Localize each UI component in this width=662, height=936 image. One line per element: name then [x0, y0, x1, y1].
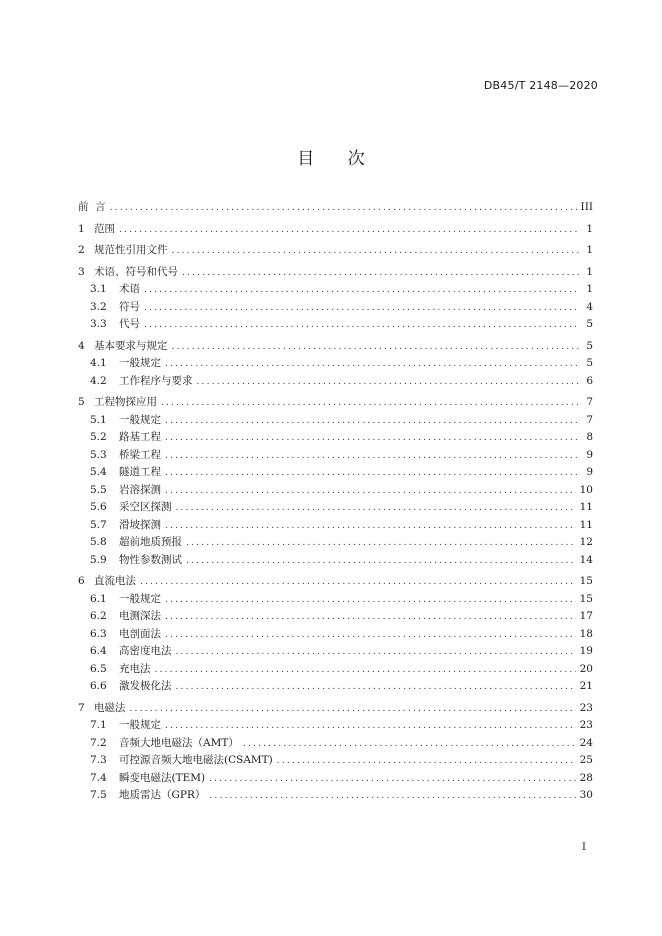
- toc-entry-label: 符号: [119, 300, 140, 313]
- toc-entry-label: 采空区探测: [119, 501, 172, 513]
- toc-leader-dots: [186, 538, 576, 548]
- toc-entry-page: 11: [579, 518, 593, 531]
- toc-entry-label: 物性参数测试: [119, 553, 182, 566]
- toc-leader-dots: [176, 503, 576, 513]
- toc-subentry[interactable]: [78, 678, 593, 696]
- toc-entry-number: 6.5: [90, 662, 107, 675]
- toc-leader-dots: [144, 320, 579, 330]
- toc-subentry[interactable]: [78, 752, 593, 770]
- toc-entry-label: 桥梁工程: [119, 448, 161, 461]
- toc-subentry[interactable]: [78, 464, 593, 482]
- toc-subentry[interactable]: [78, 608, 593, 626]
- toc-entry-label: 瞬变电磁法(TEM): [119, 771, 206, 784]
- toc-entry-number: 5.6: [90, 501, 107, 513]
- toc-entry-label: 术语: [119, 283, 140, 295]
- toc-entry-label: 地质雷达（GPR）: [119, 789, 206, 801]
- toc-leader-dots: [110, 203, 577, 213]
- toc-entry-page: 15: [579, 575, 593, 587]
- toc-subentry[interactable]: [78, 412, 593, 430]
- toc-entry[interactable]: [78, 394, 593, 412]
- toc-entry-number: 5.8: [90, 536, 107, 548]
- toc-entry-label: 一般规定: [119, 357, 161, 369]
- toc-entry-label: 一般规定: [119, 719, 161, 731]
- toc-subentry[interactable]: [78, 447, 593, 465]
- toc-entry-page: 9: [586, 466, 593, 478]
- toc-subentry[interactable]: [78, 661, 593, 679]
- toc-entry-number: 7.4: [90, 771, 107, 784]
- toc-leader-dots: [165, 630, 576, 640]
- toc-entry-label: 隧道工程: [119, 466, 161, 478]
- toc-entry-number: 5.2: [90, 431, 107, 443]
- toc-entry-label: 代号: [119, 318, 140, 330]
- toc-leader-dots: [165, 521, 576, 531]
- toc-entry-page: 1: [586, 283, 593, 295]
- toc-entry-label: 可控源音频大地电磁法(CSAMT): [119, 754, 273, 766]
- toc-leader-dots: [165, 486, 576, 496]
- toc-entry-page: 1: [586, 244, 593, 256]
- toc-entry[interactable]: [78, 199, 593, 217]
- toc-leader-dots: [176, 647, 576, 657]
- toc-leader-dots: [172, 342, 580, 352]
- toc-subentry[interactable]: [78, 787, 593, 805]
- toc-entry-page: 21: [579, 680, 593, 692]
- toc-entry-label: 一般规定: [119, 413, 161, 426]
- toc-entry-page: 7: [586, 413, 593, 426]
- toc-entry-label: 电剖面法: [119, 627, 161, 640]
- toc-leader-dots: [172, 246, 580, 256]
- toc-leader-dots: [161, 398, 579, 408]
- toc-entry-page: 23: [579, 719, 593, 731]
- toc-leader-dots: [165, 721, 576, 731]
- toc-subentry[interactable]: [78, 735, 593, 753]
- toc-subentry[interactable]: [78, 552, 593, 570]
- toc-leader-dots: [209, 774, 576, 784]
- toc-leader-dots: [182, 268, 579, 278]
- toc-subentry[interactable]: [78, 499, 593, 517]
- toc-entry-page: 23: [579, 701, 593, 714]
- toc-entry-page: 1: [586, 265, 593, 278]
- toc-entry-label: 工作程序与要求: [119, 374, 193, 387]
- toc-entry-page: 24: [579, 736, 593, 749]
- toc-leader-dots: [119, 225, 579, 235]
- table-of-contents: [78, 199, 593, 805]
- toc-entry-number: 5.7: [90, 518, 107, 531]
- toc-leader-dots: [140, 577, 576, 587]
- toc-entry-page: 18: [579, 627, 593, 640]
- toc-entry-number: 6.1: [90, 592, 107, 605]
- toc-leader-dots: [155, 665, 576, 675]
- toc-leader-dots: [176, 682, 576, 692]
- toc-leader-dots: [209, 791, 575, 801]
- toc-subentry[interactable]: [78, 517, 593, 535]
- toc-entry-page: 15: [579, 592, 593, 605]
- toc-entry-label: 直流电法: [94, 575, 136, 587]
- toc-leader-dots: [165, 416, 579, 426]
- toc-entry-label: 滑坡探测: [119, 518, 161, 531]
- toc-entry-page: 8: [586, 431, 593, 443]
- toc-entry-number: 6.2: [90, 610, 107, 622]
- toc-entry-number: 5.4: [90, 466, 107, 478]
- toc-subentry[interactable]: [78, 770, 593, 788]
- toc-entry-page: 6: [586, 374, 593, 387]
- toc-entry-label: 岩溶探测: [119, 483, 161, 496]
- toc-subentry[interactable]: [78, 355, 593, 373]
- toc-entry-page: 25: [579, 754, 593, 766]
- toc-entry[interactable]: [78, 700, 593, 718]
- toc-subentry[interactable]: [78, 482, 593, 500]
- toc-entry-number: 4.1: [90, 357, 107, 369]
- toc-subentry[interactable]: [78, 591, 593, 609]
- toc-leader-dots: [165, 359, 579, 369]
- toc-entry-label: 音频大地电磁法（AMT）: [119, 736, 239, 749]
- toc-leader-dots: [165, 433, 579, 443]
- toc-subentry[interactable]: [78, 626, 593, 644]
- toc-entry-label: 前 言: [78, 201, 106, 213]
- toc-entry-page: 30: [579, 789, 593, 801]
- toc-entry-label: 路基工程: [119, 431, 161, 443]
- toc-entry-page: 14: [579, 553, 593, 566]
- toc-entry-number: 5.3: [90, 448, 107, 461]
- toc-entry-number: 3: [78, 265, 85, 278]
- toc-entry-page: 28: [579, 771, 593, 784]
- toc-entry-page: 12: [579, 536, 593, 548]
- toc-entry-label: 一般规定: [119, 592, 161, 605]
- toc-entry-number: 5: [78, 396, 85, 408]
- toc-leader-dots: [197, 377, 580, 387]
- toc-entry-number: 7.2: [90, 736, 107, 749]
- toc-leader-dots: [186, 556, 576, 566]
- toc-entry-number: 7.5: [90, 789, 107, 801]
- toc-leader-dots: [277, 756, 576, 766]
- toc-entry-label: 高密度电法: [119, 645, 172, 657]
- toc-entry-label: 激发极化法: [119, 680, 172, 692]
- toc-entry-label: 电磁法: [94, 701, 126, 714]
- toc-entry-number: 3.3: [90, 318, 107, 330]
- toc-entry-number: 6.6: [90, 680, 107, 692]
- toc-entry-label: 工程物探应用: [94, 396, 157, 408]
- toc-leader-dots: [165, 612, 576, 622]
- toc-entry-page: 7: [586, 396, 593, 408]
- toc-entry-page: 10: [579, 483, 593, 496]
- toc-entry-number: 6.4: [90, 645, 107, 657]
- toc-subentry[interactable]: [78, 373, 593, 391]
- toc-entry-page: 5: [586, 339, 593, 352]
- toc-entry-number: 1: [78, 222, 85, 235]
- toc-entry[interactable]: [78, 338, 593, 356]
- toc-leader-dots: [144, 303, 579, 313]
- toc-entry-number: 6: [78, 575, 85, 587]
- toc-entry-page: 4: [586, 300, 593, 313]
- toc-subentry[interactable]: [78, 281, 593, 299]
- toc-entry[interactable]: [78, 242, 593, 260]
- toc-entry-number: 7.1: [90, 719, 107, 731]
- toc-entry-page: 5: [586, 357, 593, 369]
- toc-subentry[interactable]: [78, 299, 593, 317]
- toc-entry-page: III: [580, 201, 593, 213]
- toc-entry[interactable]: [78, 264, 593, 282]
- toc-entry-number: 2: [78, 244, 85, 256]
- toc-entry-number: 5.1: [90, 413, 107, 426]
- toc-entry-number: 4: [78, 339, 85, 352]
- toc-subentry[interactable]: [78, 429, 593, 447]
- toc-entry-label: 规范性引用文件: [94, 244, 168, 256]
- toc-subentry[interactable]: [78, 316, 593, 334]
- toc-entry-number: 3.2: [90, 300, 107, 313]
- toc-subentry[interactable]: [78, 534, 593, 552]
- toc-entry-label: 电测深法: [119, 610, 161, 622]
- toc-entry-number: 3.1: [90, 283, 107, 295]
- toc-entry-page: 9: [586, 448, 593, 461]
- toc-leader-dots: [165, 451, 579, 461]
- toc-leader-dots: [165, 595, 576, 605]
- toc-leader-dots: [243, 739, 576, 749]
- toc-entry-page: 5: [586, 318, 593, 330]
- toc-entry-label: 范围: [94, 222, 115, 235]
- toc-leader-dots: [165, 468, 579, 478]
- toc-subentry[interactable]: [78, 717, 593, 735]
- toc-entry-number: 6.3: [90, 627, 107, 640]
- toc-entry-number: 4.2: [90, 374, 107, 387]
- page-number: I: [582, 842, 586, 853]
- toc-entry-number: 5.9: [90, 553, 107, 566]
- toc-subentry[interactable]: [78, 643, 593, 661]
- toc-entry-number: 5.5: [90, 483, 107, 496]
- toc-entry-page: 11: [579, 501, 593, 513]
- toc-entry-page: 20: [579, 662, 593, 675]
- toc-entry-label: 基本要求与规定: [94, 339, 168, 352]
- toc-entry-page: 17: [579, 610, 593, 622]
- toc-leader-dots: [130, 704, 576, 714]
- toc-leader-dots: [144, 285, 579, 295]
- toc-entry-label: 充电法: [119, 662, 151, 675]
- toc-entry-number: 7.3: [90, 754, 107, 766]
- toc-entry[interactable]: [78, 573, 593, 591]
- toc-entry-page: 19: [579, 645, 593, 657]
- toc-entry-label: 超前地质预报: [119, 536, 182, 548]
- toc-entry[interactable]: [78, 221, 593, 239]
- toc-entry-label: 术语、符号和代号: [94, 265, 178, 278]
- toc-entry-number: 7: [78, 701, 85, 714]
- toc-entry-page: 1: [586, 222, 593, 235]
- toc-title: 目 次: [297, 149, 379, 169]
- document-code: DB45/T 2148—2020: [483, 79, 598, 92]
